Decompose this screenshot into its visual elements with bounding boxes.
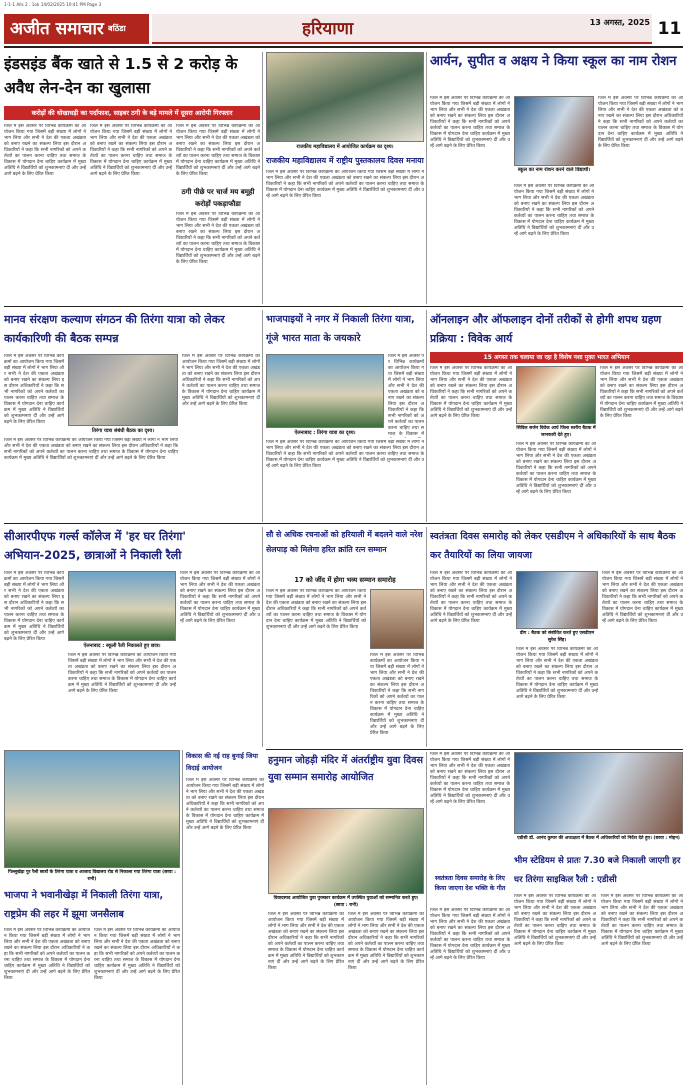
body-col-1: जिले में इस अवसर पर विभिन्न कार्यक्रमों का आयोजन किया गया जिसमें बड़ी संख्या में लोगों ने भाग लिया और सभी ने देश की एकता अखंडता को बनाए रखने का संकल्प लिया इस दौरान अधिकारियों ने कहा कि सभी नागरिकों को अपने कर्तव्यों का पालन करना चाहिए तथा समाज के विकास में योगदान देना चाहिए कार्यक्रम में मुख्य अतिथि ने विद्यार्थियों को शुभकामनाएं दीं और उन्हें आगे बढ़ने के लिए प्रेरित किया: [268, 912, 344, 971]
body-col-3: जिले में इस अवसर पर विभिन्न कार्यक्रमों का आयोजन किया गया जिसमें बड़ी संख्या में लोगों ने भाग लिया और सभी ने देश की एकता अखंडता को बनाए रखने का संकल्प लिया इस दौरान अधिकारियों ने कहा कि सभी नागरिकों को अपने कर्तव्यों का पालन करना चाहिए तथा समाज के विकास में योगदान देना चाहिए कार्यक्रम में मुख्य अतिथि ने विद्यार्थियों को शुभकामनाएं दीं और उन्हें आगे बढ़ने के लिए प्रेरित किया: [176, 124, 260, 177]
headline: भीम स्टेडियम से प्रातः 7.30 बजे निकाली जाएगी हर घर तिरंगा साइकिल रैली : एडीसी: [514, 856, 681, 885]
body-col-2: जिले में इस अवसर पर विभिन्न कार्यक्रमों का आयोजन किया गया जिसमें बड़ी संख्या में लोगों ने भाग लिया और सभी ने देश की एकता अखंडता को बनाए रखने का संकल्प लिया इस दौरान अधिकारियों ने कहा कि सभी नागरिकों को अपने कर्तव्यों का पालन करना चाहिए तथा समाज के विकास में योगदान देना चाहिए कार्यक्रम में मुख्य अतिथि ने विद्यार्थियों को शुभकामनाएं दीं और उन्हें आगे बढ़ने के लिए प्रेरित किया: [68, 653, 176, 694]
event-photo: [268, 808, 424, 894]
issue-date: 13 अगस्त, 2025: [589, 18, 650, 27]
portrait-photo: [370, 589, 424, 649]
body-col-1: जिले में इस अवसर पर विभिन्न कार्यक्रमों का आयोजन किया गया जिसमें बड़ी संख्या में लोगों ने भाग लिया और सभी ने देश की एकता अखंडता को बनाए रखने का संकल्प लिया इस दौरान अधिकारियों ने कहा कि सभी नागरिकों को अपने कर्तव्यों का पालन करना चाहिए तथा समाज के विकास में योगदान देना चाहिए कार्यक्रम में मुख्य अतिथि ने विद्यार्थियों को शुभकामनाएं दीं और उन्हें आगे बढ़ने के लिए प्रेरित किया: [4, 354, 64, 425]
article-manav: [4, 310, 260, 520]
yatra-photo: [266, 354, 384, 428]
photo-caption: राजकीय महाविद्यालय में आयोजित कार्यक्रम का दृश्य।: [266, 143, 424, 152]
col-divider: [426, 527, 427, 747]
col-divider: [426, 752, 427, 1085]
print-slug: 1-1-1 Alls 2 . 1ok 14/02/2025 10:41 PM Page 3: [4, 2, 102, 7]
body: जिले में इस अवसर पर विभिन्न कार्यक्रमों का आयोजन किया गया जिसमें बड़ी संख्या में लोगों ने भाग लिया और सभी ने देश की एकता अखंडता को बनाए रखने का संकल्प लिया इस दौरान अधिकारियों ने कहा कि सभी नागरिकों को अपने कर्तव्यों का पालन करना चाहिए तथा समाज के विकास में योगदान देना चाहिए कार्यक्रम में मुख्य अतिथि ने विद्यार्थियों को शुभकामनाएं दीं और उन्हें आगे बढ़ने के लिए प्रेरित किया: [266, 170, 424, 199]
article-bhim-stadium: [514, 752, 683, 1085]
photo-caption: ऐलनाबाद : स्कूली रैली निकालते हुए छात्र।: [68, 642, 176, 650]
body-col-1: जिले में इस अवसर पर विभिन्न कार्यक्रमों का आयोजन किया गया जिसमें बड़ी संख्या में लोगों ने भाग लिया और सभी ने देश की एकता अखंडता को बनाए रखने का संकल्प लिया इस दौरान अधिकारियों ने कहा कि सभी नागरिकों को अपने कर्तव्यों का पालन करना चाहिए तथा समाज के विकास में योगदान देना चाहिए कार्यक्रम में मुख्य अतिथि ने विद्यार्थियों को शुभकामनाएं दीं और उन्हें आगे बढ़ने के लिए प्रेरित किया: [266, 589, 366, 630]
logo-block: [4, 14, 149, 44]
body-col-2: जिले में इस अवसर पर विभिन्न कार्यक्रमों का आयोजन किया गया जिसमें बड़ी संख्या में लोगों ने भाग लिया और सभी ने देश की एकता अखंडता को बनाए रखने का संकल्प लिया इस दौरान अधिकारियों ने कहा कि सभी नागरिकों को अपने कर्तव्यों का पालन करना चाहिए तथा समाज के विकास में योगदान देना चाहिए कार्यक्रम में मुख्य अतिथि ने विद्यार्थियों को शुभकामनाएं दीं और उन्हें आगे बढ़ने के लिए प्रेरित किया: [348, 912, 424, 971]
row-rule: [266, 749, 683, 750]
col-divider: [426, 52, 427, 304]
col-divider: [262, 310, 263, 522]
headline: भाजपाइयों ने नगर में निकाली तिरंगा यात्रा, गूंजे भारत माता के जयकारे: [266, 314, 415, 344]
body: जिले में इस अवसर पर विभिन्न कार्यक्रमों का आयोजन किया गया जिसमें बड़ी संख्या में लोगों ने भाग लिया और सभी ने देश की एकता अखंडता को बनाए रखने का संकल्प लिया इस दौरान अधिकारियों ने कहा कि सभी नागरिकों को अपने कर्तव्यों का पालन करना चाहिए तथा समाज के विकास में योगदान देना चाहिए कार्यक्रम में मुख्य अतिथि ने विद्यार्थियों को शुभकामनाएं दीं और उन्हें आगे बढ़ने के लिए प्रेरित किया: [186, 778, 264, 831]
headline: स्वतंत्रता दिवस समारोह के लिए किया जाएगा देश भक्ति के गीत: [434, 875, 506, 892]
article-crpf: [4, 527, 260, 747]
headline: इंडसइंड बैंक खाते से 1.5 से 2 करोड़ के अवैध लेन-देन का खुलासा: [4, 55, 238, 97]
logo: अजीत समाचार: [10, 19, 104, 39]
headline: ऑनलाइन और ऑफलाइन दोनों तरीकों से होगी शपथ ग्रहण प्रक्रिया : विवेक आर्य: [430, 313, 662, 345]
masthead: [4, 14, 683, 44]
body-col-1: जिले में इस अवसर पर विभिन्न कार्यक्रमों का आयोजन किया गया जिसमें बड़ी संख्या में लोगों ने भाग लिया और सभी ने देश की एकता अखंडता को बनाए रखने का संकल्प लिया इस दौरान अधिकारियों ने कहा कि सभी नागरिकों को अपने कर्तव्यों का पालन करना चाहिए तथा समाज के विकास में योगदान देना चाहिए कार्यक्रम में मुख्य अतिथि ने विद्यार्थियों को शुभकामनाएं दीं और उन्हें आगे बढ़ने के लिए प्रेरित किया: [514, 894, 596, 947]
body-col-1: जिले में इस अवसर पर विभिन्न कार्यक्रमों का आयोजन किया गया जिसमें बड़ी संख्या में लोगों ने भाग लिया और सभी ने देश की एकता अखंडता को बनाए रखने का संकल्प लिया इस दौरान अधिकारियों ने कहा कि सभी नागरिकों को अपने कर्तव्यों का पालन करना चाहिए तथा समाज के विकास में: [388, 354, 424, 437]
article-vivek-arya: [430, 310, 683, 520]
headline: राजकीय महाविद्यालय में राष्ट्रीय पुस्तकालय दिवस मनाया: [266, 156, 424, 165]
article-sdm-meeting: [430, 527, 683, 747]
article-bjp-yatra: [266, 310, 424, 520]
photo-caption: सिविल सर्जन विवेक आर्य जिला स्तरीय बैठक में जानकारी देते हुए।: [516, 426, 596, 438]
yatra-photo: [4, 750, 180, 868]
col-divider: [262, 52, 263, 304]
photo-caption: स्कूल का नाम रोशन करने वाले विद्यार्थी।: [514, 167, 594, 181]
body-col-2: जिले में इस अवसर पर विभिन्न कार्यक्रमों का आयोजन किया गया जिसमें बड़ी संख्या में लोगों ने भाग लिया और सभी ने देश की एकता अखंडता को बनाए रखने का संकल्प लिया इस दौरान अधिकारियों ने कहा कि सभी नागरिकों को अपने कर्तव्यों का पालन करना चाहिए तथा समाज के विकास में योगदान देना चाहिए कार्यक्रम में मुख्य अतिथि ने विद्यार्थियों को शुभकामनाएं दीं और उन्हें आगे बढ़ने के लिए प्रेरित किया: [94, 928, 180, 981]
article-indusind: [4, 52, 260, 304]
headline: हनुमान जोहड़ी मंदिर में अंतर्राष्ट्रीय युवा दिवस युवा सम्मान समारोह आयोजित: [268, 755, 423, 783]
article-naresh: [266, 527, 424, 747]
edition-label: बठिंडा: [108, 24, 126, 33]
subhead: 17 को जींद में होगा भव्य सम्मान समारोह: [294, 576, 396, 584]
meeting-photo: [516, 571, 598, 629]
headline: विकास की नई राह बुनाई जिया विदाई आयोजन: [186, 752, 258, 772]
body-col-2: जिले में इस अवसर पर विभिन्न कार्यक्रमों का आयोजन किया गया जिसमें बड़ी संख्या में लोगों ने भाग लिया और सभी ने देश की एकता अखंडता को बनाए रखने का संकल्प लिया इस दौरान अधिकारियों ने कहा कि सभी नागरिकों को अपने कर्तव्यों का पालन करना चाहिए तथा समाज के विकास में योगदान देना चाहिए कार्यक्रम में मुख्य अतिथि ने विद्यार्थियों को शुभकामनाएं दीं और उन्हें आगे बढ़ने के लिए प्रेरित किया: [516, 442, 596, 495]
article-vikas: [186, 750, 264, 1085]
col-divider: [182, 750, 183, 1085]
body-col-1: जिले में इस अवसर पर विभिन्न कार्यक्रमों का आयोजन किया गया जिसमें बड़ी संख्या में लोगों ने भाग लिया और सभी ने देश की एकता अखंडता को बनाए रखने का संकल्प लिया इस दौरान अधिकारियों ने कहा कि सभी नागरिकों को अपने कर्तव्यों का पालन करना चाहिए तथा समाज के विकास में योगदान देना चाहिए कार्यक्रम में मुख्य अतिथि ने विद्यार्थियों को शुभकामनाएं दीं और उन्हें आगे बढ़ने के लिए प्रेरित किया: [430, 366, 512, 419]
body-col-2: जिले में इस अवसर पर विभिन्न कार्यक्रमों का आयोजन किया गया जिसमें बड़ी संख्या में लोगों ने भाग लिया और सभी ने देश की एकता अखंडता को बनाए रखने का संकल्प लिया इस दौरान अधिकारियों ने कहा कि सभी नागरिकों को अपने कर्तव्यों का पालन करना चाहिए तथा समाज के विकास में योगदान देना चाहिए कार्यक्रम में मुख्य अतिथि ने विद्यार्थियों को शुभकामनाएं दीं और उन्हें आगे बढ़ने के लिए प्रेरित किया: [601, 894, 683, 947]
meeting-photo: [516, 366, 596, 424]
col-divider: [426, 310, 427, 522]
body-col-3: जिले में इस अवसर पर विभिन्न कार्यक्रमों का आयोजन किया गया जिसमें बड़ी संख्या में लोगों ने भाग लिया और सभी ने देश की एकता अखंडता को बनाए रखने का संकल्प लिया इस दौरान अधिकारियों ने कहा कि सभी नागरिकों को अपने कर्तव्यों का पालन करना चाहिए तथा समाज के विकास में योगदान देना चाहिए कार्यक्रम में मुख्य अतिथि ने विद्यार्थियों को शुभकामनाएं दीं और उन्हें आगे बढ़ने के लिए प्रेरित किया: [180, 571, 260, 624]
body-col-3: जिले में इस अवसर पर विभिन्न कार्यक्रमों का आयोजन किया गया जिसमें बड़ी संख्या में लोगों ने भाग लिया और सभी ने देश की एकता अखंडता को बनाए रखने का संकल्प लिया इस दौरान अधिकारियों ने कहा कि सभी नागरिकों को अपने कर्तव्यों का पालन करना चाहिए तथा समाज के विकास में योगदान देना चाहिए कार्यक्रम में मुख्य अतिथि ने विद्यार्थियों को शुभकामनाएं दीं और उन्हें आगे बढ़ने के लिए प्रेरित किया: [602, 571, 683, 624]
article-bhawanikhera: [4, 750, 180, 1085]
row-rule: [4, 523, 683, 524]
article-aryan: [430, 52, 683, 304]
meeting-photo: [514, 752, 683, 834]
body-col-2: जिले में इस अवसर पर विभिन्न कार्यक्रमों का आयोजन किया गया जिसमें बड़ी संख्या में लोगों ने भाग लिया और सभी ने देश की एकता अखंडता को बनाए रखने का संकल्प लिया इस दौरान अधिकारियों ने कहा कि सभी नागरिकों को अपने कर्तव्यों का पालन करना चाहिए तथा समाज के विकास में योगदान देना चाहिए कार्यक्रम में मुख्य अतिथि ने विद्यार्थियों को शुभकामनाएं दीं और उन्हें आगे बढ़ने के लिए प्रेरित किया: [266, 440, 424, 469]
body-col-3: जिले में इस अवसर पर विभिन्न कार्यक्रमों का आयोजन किया गया जिसमें बड़ी संख्या में लोगों ने भाग लिया और सभी ने देश की एकता अखंडता को बनाए रखने का संकल्प लिया इस दौरान अधिकारियों ने कहा कि सभी नागरिकों को अपने कर्तव्यों का पालन करना चाहिए तथा समाज के विकास में योगदान देना चाहिए कार्यक्रम में मुख्य अतिथि ने विद्यार्थियों को शुभकामनाएं दीं और उन्हें आगे बढ़ने के लिए प्रेरित किया: [182, 354, 260, 407]
body-col-2: जिले में इस अवसर पर विभिन्न कार्यक्रमों का आयोजन किया गया जिसमें बड़ी संख्या में लोगों ने भाग लिया और सभी ने देश की एकता अखंडता को बनाए रखने का संकल्प लिया इस दौरान अधिकारियों ने कहा कि सभी नागरिकों को अपने कर्तव्यों का पालन करना चाहिए तथा समाज के विकास में योगदान देना चाहिए कार्यक्रम में मुख्य अतिथि ने विद्यार्थियों को शुभकामनाएं दीं और उन्हें आगे बढ़ने के लिए प्रेरित किया: [516, 647, 598, 700]
photo-caption: एडीसी डॉ. आनंद कुमार की अध्यक्षता में बैठक में अधिकारियों को निर्देश देते हुए। (छाया : मोहन): [514, 835, 683, 849]
section-band: [152, 14, 652, 44]
inline-head: ठगी पीछे पर चार्ज मय बमूही करोड़ों पकड़ाफौडा: [181, 188, 255, 208]
body-col-1: जिले में इस अवसर पर विभिन्न कार्यक्रमों का आयोजन किया गया जिसमें बड़ी संख्या में लोगों ने भाग लिया और सभी ने देश की एकता अखंडता को बनाए रखने का संकल्प लिया इस दौरान अधिकारियों ने कहा कि सभी नागरिकों को अपने कर्तव्यों का पालन करना चाहिए तथा समाज के विकास में योगदान देना चाहिए कार्यक्रम में मुख्य अतिथि ने विद्यार्थियों को शुभकामनाएं दीं और उन्हें आगे बढ़ने के लिए प्रेरित किया: [4, 571, 64, 642]
photo-caption: तिरंगा यात्रा संबंधी बैठक का दृश्य।: [68, 427, 178, 435]
headline: मानव संरक्षण कल्याण संगठन की तिरंगा यात्रा को लेकर कार्यकारिणी की बैठक सम्पन्न: [4, 313, 225, 345]
subhead: करोड़ों की धोखाधड़ी का पर्दाफाश, साइबर ठगी के बड़े मामले में दूसरा आरोपी गिरफ्तार: [4, 106, 260, 120]
body-col-2: जिले में इस अवसर पर विभिन्न कार्यक्रमों का आयोजन किया गया जिसमें बड़ी संख्या में लोगों ने भाग लिया और सभी ने देश की एकता अखंडता को बनाए रखने का संकल्प लिया इस दौरान अधिकारियों ने कहा कि सभी नागरिकों को अपने कर्तव्यों का पालन करना चाहिए तथा समाज के विकास में योगदान देना चाहिए कार्यक्रम में मुख्य अतिथि ने विद्यार्थियों को शुभकामनाएं दीं और उन्हें आगे बढ़ने के लिए प्रेरित किया: [90, 124, 172, 177]
library-photo: [266, 52, 424, 142]
photo-caption: डीग : बैठक को संबोधित करते हुए एसडीएम सुरेश सिंह।: [516, 630, 598, 644]
body-col-4: जिले में इस अवसर पर विभिन्न कार्यक्रमों का आयोजन किया गया जिसमें बड़ी संख्या में लोगों ने भाग लिया और सभी ने देश की एकता अखंडता को बनाए रखने का संकल्प लिया इस दौरान अधिकारियों ने कहा कि सभी नागरिकों को अपने कर्तव्यों का पालन करना चाहिए तथा समाज के विकास में योगदान देना चाहिए कार्यक्रम में मुख्य अतिथि ने विद्यार्थियों को शुभकामनाएं दीं और उन्हें आगे बढ़ने के लिए प्रेरित किया: [176, 212, 260, 265]
rally-photo: [68, 571, 176, 641]
body-col-2: जिले में इस अवसर पर विभिन्न कार्यक्रमों का आयोजन किया गया जिसमें बड़ी संख्या में लोगों ने भाग लिया और सभी ने देश की एकता अखंडता को बनाए रखने का संकल्प लिया इस दौरान अधिकारियों ने कहा कि सभी नागरिकों को अपने कर्तव्यों का पालन करना चाहिए तथा समाज के विकास में योगदान देना चाहिए कार्यक्रम में मुख्य अतिथि ने विद्यार्थियों को शुभकामनाएं दीं और उन्हें आगे बढ़ने के लिए प्रेरित किया: [514, 184, 594, 237]
col-divider: [262, 527, 263, 747]
photo-caption: पिल्लूखेड़ा पुर रैली छात्रों के तिरंगा यात्रा व आजाद विद्यालय रोड से निकाला गया तिरंगा यात्रा (छाया : रानी): [4, 869, 180, 883]
photo-caption: विवादस्पद आयोजित युवा पुरस्कार कार्यक्रम में उपस्थित युवाओं को सम्मानित करते हुए। (छाया : रानी): [268, 895, 424, 909]
article-library-photo: [266, 52, 424, 152]
body-col-3: जिले में इस अवसर पर विभिन्न कार्यक्रमों का आयोजन किया गया जिसमें बड़ी संख्या में लोगों ने भाग लिया और सभी ने देश की एकता अखंडता को बनाए रखने का संकल्प लिया इस दौरान अधिकारियों ने कहा कि सभी नागरिकों को अपने कर्तव्यों का पालन करना चाहिए तथा समाज के विकास में योगदान देना चाहिए कार्यक्रम में मुख्य अतिथि ने विद्यार्थियों को शुभकामनाएं दीं और उन्हें आगे बढ़ने के लिए प्रेरित किया: [598, 96, 683, 149]
subhead: 15 अगस्त तक चलाया जा रहा है विशेष नशा मुक्त भारत अभियान: [430, 352, 683, 363]
row-rule: [4, 306, 683, 307]
photo-caption: ऐलनाबाद : तिरंगा यात्रा का दृश्य।: [266, 429, 384, 437]
headline: सीआरपीएफ गर्ल्स कॉलेज में 'हर घर तिरंगा' अभियान-2025, छात्राओं ने निकाली रैली: [4, 529, 186, 562]
body-col-2: जिले में इस अवसर पर विभिन्न कार्यक्रमों का आयोजन किया गया जिसमें बड़ी संख्या में लोगों ने भाग लिया और सभी ने देश की एकता अखंडता को बनाए रखने का संकल्प लिया इस दौरान अधिकारियों ने कहा कि सभी नागरिकों को अपने कर्तव्यों का पालन करना चाहिए तथा समाज के विकास में योगदान देना चाहिए कार्यक्रम में मुख्य अतिथि ने विद्यार्थियों को शुभकामनाएं दीं और उन्हें आगे बढ़ने के लिए प्रेरित किया: [370, 653, 424, 736]
headline: सौ से अधिक रचनाओं को हरियाली में बदलने वाले नरेश सेलपाड़ को मिलेगा हरित क्रांति रत्न सम्मान: [266, 530, 423, 554]
article-hanuman: [268, 752, 424, 1085]
article-independence-songs: [430, 752, 510, 1085]
body-col-1: जिले में इस अवसर पर विभिन्न कार्यक्रमों का आयोजन किया गया जिसमें बड़ी संख्या में लोगों ने भाग लिया और सभी ने देश की एकता अखंडता को बनाए रखने का संकल्प लिया इस दौरान अधिकारियों ने कहा कि सभी नागरिकों को अपने कर्तव्यों का पालन करना चाहिए तथा समाज के विकास में योगदान देना चाहिए कार्यक्रम में मुख्य अतिथि ने विद्यार्थियों को शुभकामनाएं दीं और उन्हें आगे बढ़ने के लिए प्रेरित किया: [430, 752, 510, 805]
headline: स्वतंत्रता दिवस समारोह को लेकर एसडीएम ने अधिकारियों के साथ बैठक कर तैयारियों का लिया जायजा: [430, 531, 676, 561]
headline: आर्यन, सुपीत व अक्षय ने किया स्कूल का नाम रोशन: [430, 54, 677, 69]
body-col-3: जिले में इस अवसर पर विभिन्न कार्यक्रमों का आयोजन किया गया जिसमें बड़ी संख्या में लोगों ने भाग लिया और सभी ने देश की एकता अखंडता को बनाए रखने का संकल्प लिया इस दौरान अधिकारियों ने कहा कि सभी नागरिकों को अपने कर्तव्यों का पालन करना चाहिए तथा समाज के विकास में योगदान देना चाहिए कार्यक्रम में मुख्य अतिथि ने विद्यार्थियों को शुभकामनाएं दीं और उन्हें आगे बढ़ने के लिए प्रेरित किया: [600, 366, 683, 419]
body-col-2: जिले में इस अवसर पर विभिन्न कार्यक्रमों का आयोजन किया गया जिसमें बड़ी संख्या में लोगों ने भाग लिया और सभी ने देश की एकता अखंडता को बनाए रखने का संकल्प लिया इस दौरान अधिकारियों ने कहा कि सभी नागरिकों को अपने कर्तव्यों का पालन करना चाहिए तथा समाज के विकास में योगदान देना चाहिए कार्यक्रम में मुख्य अतिथि ने विद्यार्थियों को शुभकामनाएं दीं और उन्हें आगे बढ़ने के लिए प्रेरित किया: [4, 438, 178, 461]
headline: भाजपा ने भवानीखेड़ा में निकाली तिरंगा यात्रा, राष्ट्रप्रेम की लहर में झूमा जनसैलाब: [4, 890, 164, 920]
body-col-1: जिले में इस अवसर पर विभिन्न कार्यक्रमों का आयोजन किया गया जिसमें बड़ी संख्या में लोगों ने भाग लिया और सभी ने देश की एकता अखंडता को बनाए रखने का संकल्प लिया इस दौरान अधिकारियों ने कहा कि सभी नागरिकों को अपने कर्तव्यों का पालन करना चाहिए तथा समाज के विकास में योगदान देना चाहिए कार्यक्रम में मुख्य अतिथि ने विद्यार्थियों को शुभकामनाएं दीं और उन्हें आगे बढ़ने के लिए प्रेरित किया: [4, 928, 90, 981]
section-title: हरियाणा: [302, 19, 354, 39]
body-col-1: जिले में इस अवसर पर विभिन्न कार्यक्रमों का आयोजन किया गया जिसमें बड़ी संख्या में लोगों ने भाग लिया और सभी ने देश की एकता अखंडता को बनाए रखने का संकल्प लिया इस दौरान अधिकारियों ने कहा कि सभी नागरिकों को अपने कर्तव्यों का पालन करना चाहिए तथा समाज के विकास में योगदान देना चाहिए कार्यक्रम में मुख्य अतिथि ने विद्यार्थियों को शुभकामनाएं दीं और उन्हें आगे बढ़ने के लिए प्रेरित किया: [4, 124, 86, 177]
body-col-1: जिले में इस अवसर पर विभिन्न कार्यक्रमों का आयोजन किया गया जिसमें बड़ी संख्या में लोगों ने भाग लिया और सभी ने देश की एकता अखंडता को बनाए रखने का संकल्प लिया इस दौरान अधिकारियों ने कहा कि सभी नागरिकों को अपने कर्तव्यों का पालन करना चाहिए तथा समाज के विकास में योगदान देना चाहिए कार्यक्रम में मुख्य अतिथि ने विद्यार्थियों को शुभकामनाएं दीं और उन्हें आगे बढ़ने के लिए प्रेरित किया: [430, 96, 510, 149]
article-library: [266, 154, 424, 304]
body-col-2: जिले में इस अवसर पर विभिन्न कार्यक्रमों का आयोजन किया गया जिसमें बड़ी संख्या में लोगों ने भाग लिया और सभी ने देश की एकता अखंडता को बनाए रखने का संकल्प लिया इस दौरान अधिकारियों ने कहा कि सभी नागरिकों को अपने कर्तव्यों का पालन करना चाहिए तथा समाज के विकास में योगदान देना चाहिए कार्यक्रम में मुख्य अतिथि ने विद्यार्थियों को शुभकामनाएं दीं और उन्हें आगे बढ़ने के लिए प्रेरित किया: [430, 908, 510, 961]
body-col-1: जिले में इस अवसर पर विभिन्न कार्यक्रमों का आयोजन किया गया जिसमें बड़ी संख्या में लोगों ने भाग लिया और सभी ने देश की एकता अखंडता को बनाए रखने का संकल्प लिया इस दौरान अधिकारियों ने कहा कि सभी नागरिकों को अपने कर्तव्यों का पालन करना चाहिए तथा समाज के विकास में योगदान देना चाहिए कार्यक्रम में मुख्य अतिथि ने विद्यार्थियों को शुभकामनाएं दीं और उन्हें आगे बढ़ने के लिए प्रेरित किया: [430, 571, 512, 624]
page-number: 11: [657, 19, 682, 39]
meeting-photo: [68, 354, 178, 426]
masthead-rule: [4, 46, 683, 48]
students-photo: [514, 96, 594, 166]
